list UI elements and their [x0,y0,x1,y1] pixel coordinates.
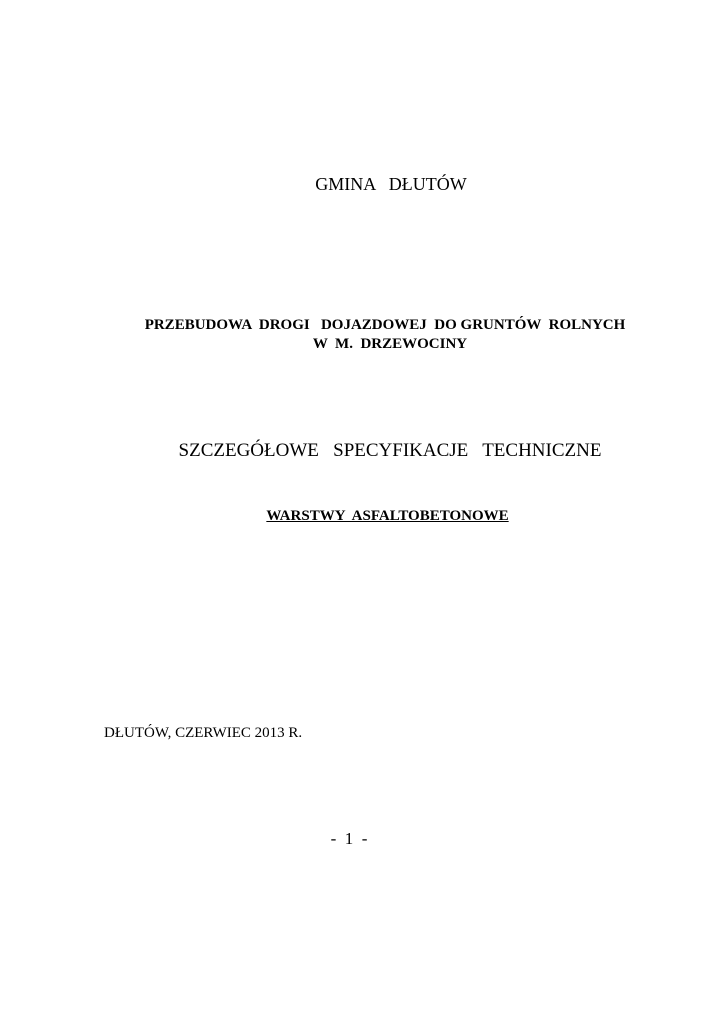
project-title-line-1: PRZEBUDOWA DROGI DOJAZDOWEJ DO GRUNTÓW ROLNYCH [144,317,626,333]
page-number: - 1 - [330,829,368,848]
document-subtitle: WARSTWY ASFALTOBETONOWE [266,508,509,524]
document-title: SZCZEGÓŁOWE SPECYFIKACJE TECHNICZNE [178,440,602,461]
place-and-date: DŁUTÓW, CZERWIEC 2013 R. [104,725,303,741]
project-title-line-2: W M. DRZEWOCINY [312,336,468,352]
organization-heading: GMINA DŁUTÓW [315,174,467,194]
